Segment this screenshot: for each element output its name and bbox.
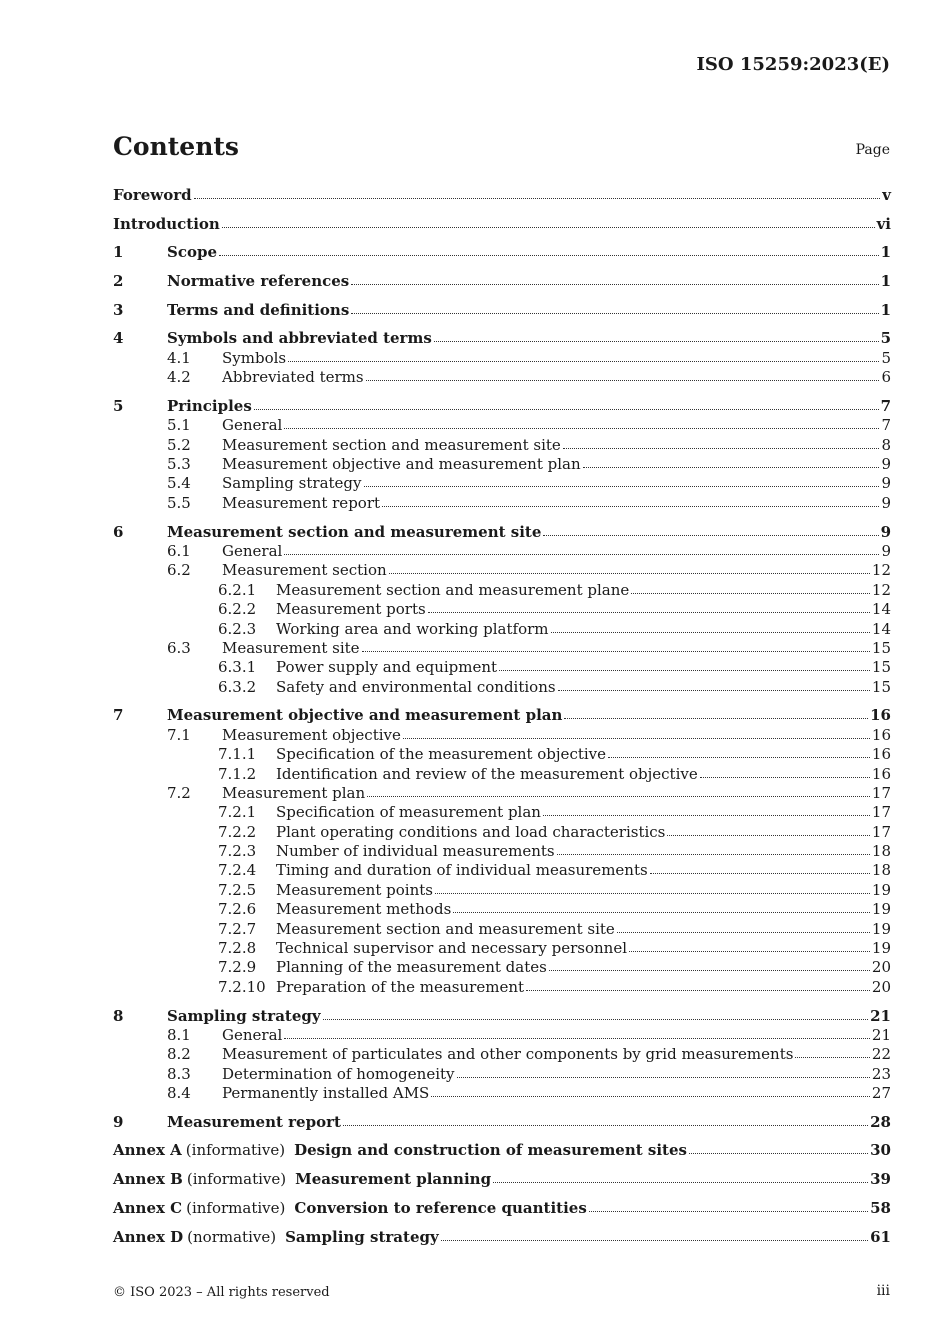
toc-entry-page: 17 — [871, 803, 891, 822]
toc-entry-page: 20 — [871, 977, 891, 996]
toc-entry[interactable] — [113, 272, 891, 291]
toc-entry[interactable] — [113, 620, 891, 639]
toc-entry-page: 15 — [871, 658, 891, 677]
toc-entry-title: Symbols — [222, 348, 287, 367]
toc-entry-page: 9 — [880, 522, 891, 541]
toc-entry-number: 2 — [113, 272, 124, 291]
toc-entry-number: 8.4 — [167, 1084, 191, 1103]
toc-entry[interactable] — [113, 803, 891, 822]
dot-leader — [493, 1181, 868, 1183]
toc-entry-number: 8 — [113, 1006, 124, 1025]
toc-entry-title: Timing and duration of individual measurements — [276, 861, 648, 880]
dot-leader — [551, 631, 870, 633]
toc-entry-title: Safety and environmental conditions — [276, 677, 556, 696]
toc-entry[interactable] — [113, 542, 891, 561]
toc-entry[interactable] — [113, 745, 891, 764]
toc-entry-title: Symbols and abbreviated terms — [167, 329, 432, 348]
toc-entry[interactable] — [113, 1065, 891, 1084]
toc-entry-page: 19 — [871, 880, 891, 899]
toc-entry-number: 8.2 — [167, 1045, 191, 1064]
toc-entry[interactable] — [113, 1170, 891, 1189]
toc-entry-number: 7.2.6 — [218, 900, 257, 919]
toc-entry-page: 27 — [871, 1084, 891, 1103]
dot-leader — [288, 360, 879, 362]
toc-entry-number: 7.2.4 — [218, 861, 257, 880]
toc-entry-page: 1 — [880, 300, 891, 319]
dot-leader — [558, 689, 870, 691]
dot-leader — [583, 466, 880, 468]
toc-entry-title: Principles — [167, 396, 252, 415]
toc-entry[interactable] — [113, 958, 891, 977]
dot-leader — [526, 989, 870, 991]
toc-entry[interactable] — [113, 301, 891, 320]
toc-entry-title: Measurement plan — [222, 783, 366, 802]
toc-entry-number: 8.1 — [167, 1025, 191, 1044]
dot-leader — [700, 776, 870, 778]
toc-entry-number: 7.2.2 — [218, 822, 257, 841]
toc-entry-number: 6.3.2 — [218, 677, 257, 696]
toc-entry-page: 15 — [871, 677, 891, 696]
toc-entry-title: Introduction — [113, 214, 220, 233]
annex-title: Design and construction of measurement sites — [294, 1141, 687, 1160]
dot-leader — [431, 1095, 870, 1097]
dot-leader — [549, 969, 870, 971]
toc-entry-number: 8.3 — [167, 1064, 191, 1083]
toc-entry-number: 7.1 — [167, 725, 191, 744]
toc-entry-number: 4.1 — [167, 348, 191, 367]
toc-entry-title: Power supply and equipment — [276, 658, 498, 677]
toc-entry-page: 22 — [871, 1045, 891, 1064]
annex-type: (informative) — [186, 1170, 287, 1189]
toc-entry[interactable] — [113, 765, 891, 784]
dot-leader — [367, 795, 870, 797]
toc-entry-title — [113, 1170, 491, 1188]
toc-entry[interactable] — [113, 416, 891, 435]
dot-leader — [435, 892, 870, 894]
dot-leader — [351, 312, 878, 314]
toc-entry-title: Number of individual measurements — [276, 842, 555, 861]
toc-entry-title: Specification of the measurement objective — [276, 745, 607, 764]
toc-entry-number: 6 — [113, 522, 124, 541]
toc-entry-page: 16 — [871, 725, 891, 744]
toc-entry-number: 6.2.1 — [218, 580, 257, 599]
dot-leader — [382, 505, 879, 507]
toc-entry[interactable] — [113, 1045, 891, 1064]
dot-leader — [194, 197, 881, 199]
toc-entry[interactable] — [113, 784, 891, 803]
toc-entry-number: 6.2.3 — [218, 619, 257, 638]
toc-entry-title: Foreword — [113, 186, 192, 204]
toc-entry-number: 4.2 — [167, 368, 191, 387]
document-identifier: ISO 15259:2023(E) — [696, 54, 890, 75]
dot-leader — [629, 950, 870, 952]
toc-entry-page: 61 — [870, 1227, 891, 1246]
toc-entry-title: Sampling strategy — [167, 1006, 321, 1025]
dot-leader — [284, 1037, 870, 1039]
toc-entry-number: 6.3 — [167, 638, 191, 657]
toc-entry-page: 9 — [881, 493, 891, 512]
toc-entry-page: 39 — [870, 1170, 891, 1189]
toc-entry-page: vi — [876, 214, 891, 233]
toc-entry-title: Measurement section — [222, 561, 387, 580]
toc-entry-page: 20 — [871, 958, 891, 977]
dot-leader — [453, 911, 870, 913]
toc-entry[interactable] — [113, 861, 891, 880]
toc-entry-page: 5 — [881, 348, 891, 367]
toc-entry-number: 6.2.2 — [218, 600, 257, 619]
dot-leader — [543, 814, 870, 816]
toc-entry-page: 14 — [871, 619, 891, 638]
dot-leader — [608, 756, 870, 758]
toc-entry-page: 19 — [871, 939, 891, 958]
toc-entry-title: Planning of the measurement dates — [276, 958, 547, 977]
toc-entry-page: 23 — [871, 1064, 891, 1083]
toc-entry[interactable] — [113, 658, 891, 677]
toc-entry-title: Measurement section and measurement site — [276, 919, 615, 938]
copyright-notice: © ISO 2023 – All rights reserved — [113, 1285, 330, 1300]
toc-entry-title: Measurement section and measurement site — [167, 522, 542, 541]
toc-entry-page: 7 — [881, 416, 891, 435]
toc-entry-title: Measurement methods — [276, 900, 452, 919]
toc-entry-title: General — [222, 416, 283, 435]
toc-entry-page: 21 — [871, 1025, 891, 1044]
toc-entry-title: General — [222, 1025, 283, 1044]
toc-entry-number: 7.1.2 — [218, 764, 257, 783]
toc-entry-page: 58 — [870, 1198, 891, 1217]
toc-entry[interactable] — [113, 939, 891, 958]
toc-entry-title: Measurement objective — [222, 725, 401, 744]
dot-leader — [364, 485, 880, 487]
toc-entry-title: Terms and definitions — [167, 300, 350, 319]
dot-leader — [362, 650, 870, 652]
toc-entry[interactable] — [113, 842, 891, 861]
toc-entry[interactable] — [113, 474, 891, 493]
toc-entry-title: Permanently installed AMS — [222, 1084, 430, 1103]
annex-title: Measurement planning — [295, 1170, 492, 1189]
toc-entry-page: 15 — [871, 638, 891, 657]
dot-leader — [564, 717, 868, 719]
table-of-contents — [113, 186, 891, 1247]
toc-entry-number: 7.2.8 — [218, 939, 257, 958]
toc-entry-title: Measurement section and measurement plane — [276, 580, 630, 599]
dot-leader — [323, 1018, 869, 1020]
toc-entry[interactable] — [113, 1026, 891, 1045]
dot-leader — [689, 1152, 868, 1154]
toc-entry-number: 7.2.10 — [218, 977, 266, 996]
toc-entry-page: 19 — [871, 919, 891, 938]
toc-entry-number: 9 — [113, 1112, 124, 1131]
toc-entry-title — [113, 1228, 439, 1246]
dot-leader — [351, 283, 878, 285]
toc-entry-number: 7.2.7 — [218, 919, 257, 938]
toc-entry-title — [113, 1199, 587, 1217]
toc-entry-title: Determination of homogeneity — [222, 1064, 455, 1083]
toc-entry-title: Normative references — [167, 272, 350, 291]
toc-entry[interactable] — [113, 581, 891, 600]
toc-entry[interactable] — [113, 726, 891, 745]
toc-entry-page: 18 — [871, 861, 891, 880]
toc-entry[interactable] — [113, 1084, 891, 1103]
toc-entry[interactable] — [113, 523, 891, 542]
toc-entry-title: Measurement site — [222, 638, 360, 657]
annex-label: Annex D — [113, 1227, 184, 1246]
dot-leader — [434, 340, 879, 342]
toc-entry-title: Sampling strategy — [222, 474, 362, 493]
toc-entry-page: 7 — [880, 396, 891, 415]
annex-type: (informative) — [185, 1141, 286, 1160]
toc-entry-number: 6.3.1 — [218, 658, 257, 677]
toc-entry-page: 5 — [880, 329, 891, 348]
dot-leader — [403, 737, 870, 739]
toc-entry-number: 4 — [113, 329, 124, 348]
dot-leader — [389, 572, 870, 574]
toc-entry-page: 1 — [880, 272, 891, 291]
toc-entry[interactable] — [113, 900, 891, 919]
toc-entry-title: Technical supervisor and necessary personnel — [276, 939, 628, 958]
toc-entry[interactable] — [113, 561, 891, 580]
page-title: Contents — [113, 132, 240, 161]
toc-entry-number: 6.1 — [167, 541, 191, 560]
toc-entry-number: 7.2.9 — [218, 958, 257, 977]
toc-entry-number: 5.5 — [167, 493, 191, 512]
toc-entry[interactable] — [113, 455, 891, 474]
toc-entry-title: Working area and working platform — [276, 619, 549, 638]
toc-entry[interactable] — [113, 1007, 891, 1026]
toc-entry[interactable] — [113, 436, 891, 455]
toc-entry-page: 17 — [871, 783, 891, 802]
toc-entry[interactable] — [113, 349, 891, 368]
toc-entry[interactable] — [113, 329, 891, 348]
annex-type: (informative) — [186, 1198, 286, 1217]
dot-leader — [543, 534, 878, 536]
toc-entry-title: Plant operating conditions and load characteristics — [276, 822, 666, 841]
toc-entry-title: Specification of measurement plan — [276, 803, 541, 822]
toc-entry-page: 16 — [871, 745, 891, 764]
dot-leader — [631, 592, 870, 594]
toc-entry-page: v — [882, 186, 891, 204]
annex-label: Annex B — [113, 1170, 183, 1189]
toc-entry[interactable] — [113, 706, 891, 725]
toc-entry-page: 1 — [880, 243, 891, 262]
toc-entry-page: 16 — [871, 764, 891, 783]
dot-leader — [284, 427, 879, 429]
annex-title: Conversion to reference quantities — [294, 1198, 587, 1217]
toc-entry[interactable] — [113, 600, 891, 619]
toc-entry[interactable] — [113, 186, 891, 205]
toc-entry-title: Measurement section and measurement site — [222, 435, 561, 454]
annex-title: Sampling strategy — [285, 1227, 439, 1246]
toc-entry-title: Abbreviated terms — [222, 368, 364, 387]
dot-leader — [366, 379, 880, 381]
toc-entry-number: 7.2 — [167, 783, 191, 802]
toc-entry-page: 9 — [881, 474, 891, 493]
dot-leader — [557, 853, 870, 855]
dot-leader — [499, 669, 870, 671]
dot-leader — [428, 611, 870, 613]
toc-entry-page: 12 — [871, 561, 891, 580]
toc-entry-number: 5.3 — [167, 455, 191, 474]
toc-entry[interactable] — [113, 1228, 891, 1247]
toc-entry-number: 3 — [113, 300, 124, 319]
dot-leader — [457, 1076, 870, 1078]
toc-entry-number: 5.2 — [167, 435, 191, 454]
toc-entry[interactable] — [113, 368, 891, 387]
toc-entry-title: Measurement objective and measurement plan — [222, 455, 581, 474]
page-column-label: Page — [855, 142, 890, 158]
toc-entry-title: Measurement ports — [276, 600, 426, 619]
dot-leader — [650, 872, 870, 874]
toc-entry-title: Scope — [167, 243, 218, 262]
toc-entry-page: 30 — [870, 1141, 891, 1160]
toc-entry-number: 6.2 — [167, 561, 191, 580]
toc-entry-page: 19 — [871, 900, 891, 919]
toc-entry-number: 5 — [113, 396, 124, 415]
toc-entry-number: 1 — [113, 243, 124, 262]
toc-entry[interactable] — [113, 215, 891, 234]
toc-entry-title: Measurement objective and measurement plan — [167, 706, 563, 725]
toc-entry[interactable] — [113, 1113, 891, 1132]
dot-leader — [795, 1056, 869, 1058]
annex-label: Annex A — [113, 1141, 182, 1160]
toc-entry-title: Measurement points — [276, 880, 433, 899]
toc-entry-page: 14 — [871, 600, 891, 619]
toc-entry[interactable] — [113, 1199, 891, 1218]
toc-entry-title: Preparation of the measurement — [276, 977, 525, 996]
toc-entry-title: Measurement report — [222, 493, 381, 512]
dot-leader — [589, 1210, 868, 1212]
toc-entry-number: 7.2.5 — [218, 880, 257, 899]
toc-entry-page: 9 — [881, 541, 891, 560]
toc-entry-page: 9 — [881, 455, 891, 474]
dot-leader — [563, 447, 880, 449]
toc-entry-title: General — [222, 541, 283, 560]
toc-entry[interactable] — [113, 397, 891, 416]
toc-entry-page: 8 — [881, 435, 891, 454]
toc-entry-page: 21 — [870, 1006, 891, 1025]
toc-entry[interactable] — [113, 1141, 891, 1160]
annex-label: Annex C — [113, 1198, 183, 1217]
dot-leader — [667, 834, 870, 836]
toc-entry-title: Measurement report — [167, 1112, 341, 1131]
dot-leader — [222, 226, 875, 228]
toc-entry-page: 18 — [871, 842, 891, 861]
toc-entry-number: 5.4 — [167, 474, 191, 493]
dot-leader — [343, 1124, 868, 1126]
dot-leader — [617, 931, 870, 933]
toc-entry-number: 7.1.1 — [218, 745, 257, 764]
toc-entry-page: 17 — [871, 822, 891, 841]
toc-entry-page: 28 — [870, 1112, 891, 1131]
toc-entry-page: 6 — [881, 368, 891, 387]
toc-entry[interactable] — [113, 881, 891, 900]
toc-entry-number: 5.1 — [167, 416, 191, 435]
toc-entry-page: 16 — [870, 706, 891, 725]
dot-leader — [284, 553, 879, 555]
dot-leader — [254, 408, 879, 410]
toc-entry-number: 7.2.1 — [218, 803, 257, 822]
toc-entry-title: Identification and review of the measurement objective — [276, 764, 698, 783]
annex-type: (normative) — [187, 1227, 277, 1246]
toc-entry[interactable] — [113, 920, 891, 939]
toc-entry[interactable] — [113, 639, 891, 658]
dot-leader — [441, 1239, 868, 1241]
toc-entry[interactable] — [113, 978, 891, 997]
page-number: iii — [876, 1283, 890, 1299]
toc-entry[interactable] — [113, 494, 891, 513]
toc-entry[interactable] — [113, 678, 891, 697]
toc-entry[interactable] — [113, 243, 891, 262]
dot-leader — [219, 254, 879, 256]
toc-entry-title: Measurement of particulates and other components by grid measurements — [222, 1045, 794, 1064]
toc-entry-number: 7.2.3 — [218, 842, 257, 861]
toc-entry-number: 7 — [113, 706, 124, 725]
toc-entry-title — [113, 1141, 687, 1159]
toc-entry[interactable] — [113, 823, 891, 842]
toc-entry-page: 12 — [871, 580, 891, 599]
